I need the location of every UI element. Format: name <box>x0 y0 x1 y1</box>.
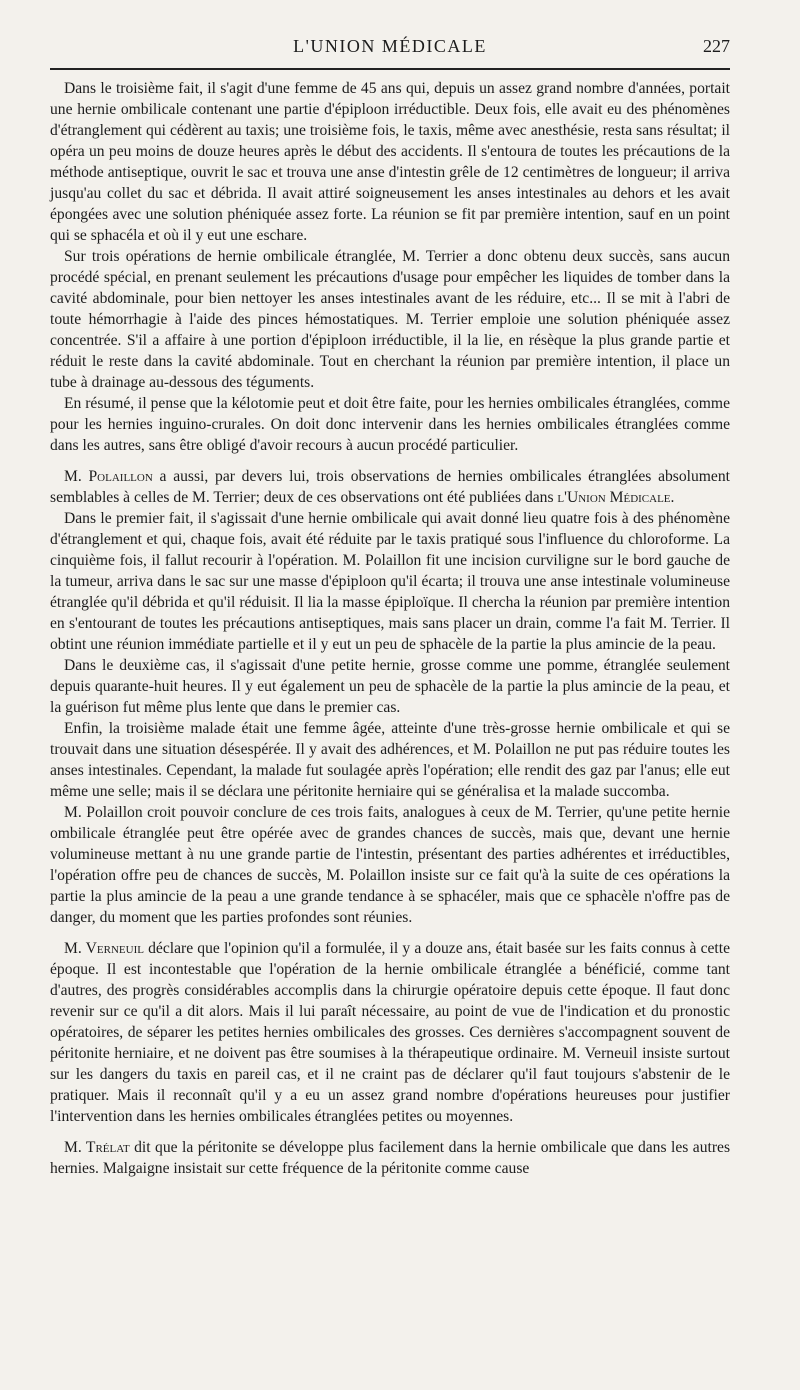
speaker-name: M. Verneuil <box>64 940 144 957</box>
speaker-name: M. Polaillon <box>64 468 153 485</box>
paragraph-text: dit que la péritonite se développe plus facilement dans la hernie ombilicale que dans les autres hernies. Malgaigne insistait sur cette fréquence de la péritonite comme cause <box>50 1139 731 1177</box>
paragraph-polaillon-conclusion: M. Polaillon croit pouvoir conclure de ces trois faits, analogues à ceux de M. Terrier, qu'une petite hernie ombilicale étranglée peut être opérée avec de grandes chances de succès, mais que, devant une hernie volumineuse mettant à nu une grande partie de l'intestin, présentant des parties adhérentes et irréductibles, l'opération offre peu de chances de succès, M. Polaillon insiste sur ce fait qu'à la suite de ces opérations la partie la plus amincie de la peau a une grande tendance à se sphacéler, mais que ce sphacèle n'offre pas de danger, du moment que les parties profondes sont réunies. <box>50 804 730 926</box>
paragraph-first-case: Dans le premier fait, il s'agissait d'une hernie ombilicale qui avait donné lieu quatre fois à des phénomène d'étranglement et qui, chaque fois, avait été réduite par le taxis pratiqué sous l'influence du chloroforme. La cinquième fois, il fallut recourir à l'opération. M. Polaillon fit une incision curviligne sur le bord gauche de la tumeur, arriva dans le sac sur une masse d'épiploon qu'il écarta; il trouva une anse intestinale volumineuse étranglée qu'il débrida et qu'il réduisit. Il lia la masse épiploïque. Il chercha la réunion par première intention en s'entourant de toutes les précautions antiseptiques, mais sans placer un drain, comme l'a fait M. Terrier. Il obtint une réunion immédiate partielle et il y eut un peu de sphacèle de la partie la plus amincie de la peau. <box>50 510 730 653</box>
paragraph-text: a aussi, par devers lui, trois observations de hernies ombilicales étranglées absolument semblables à celles de M. Terrier; deux de ces observations ont été publiées dans <box>50 468 730 506</box>
paragraph-trelat <box>50 1137 730 1179</box>
speaker-name: M. Trélat <box>64 1139 130 1156</box>
paragraph-text: déclare que l'opinion qu'il a formulée, il y a douze ans, était basée sur les faits connus à cette époque. Il est incontestable que l'opération de la hernie ombilicale étranglée a bénéficié, comme tant d'autres, des progrès considérables accomplis dans la chirurgie opératoire depuis cette époque. Il faut donc revenir sur ce qu'il a dit alors. Mais il lui paraît nécessaire, au point de vue de l'indication et du pronostic opératoires, de séparer les petites hernies ombilicales des grosses. Ces dernières s'accompagnent souvent de péritonite herniaire, et ne doivent pas être soumises à la thérapeutique ordinaire. M. Verneuil insiste surtout sur les dangers du taxis en pareil cas, et il ne craint pas de déclarer qu'il faut toujours s'abstenir de le pratiquer. Mais il reconnaît qu'il y a eu un assez grand nombre d'opérations heureuses pour justifier l'intervention dans les hernies ombilicales étranglées petites ou moyennes. <box>50 940 730 1125</box>
running-title: L'UNION MÉDICALE <box>293 36 487 56</box>
paragraph-terrier-summary: Sur trois opérations de hernie ombilicale étranglée, M. Terrier a donc obtenu deux succès, sans aucun procédé spécial, en prenant seulement les précautions d'usage pour empêcher les liquides de tomber dans la cavité abdominale, pour bien nettoyer les anses intestinales avant de les réduire, etc... Il se mit à l'abri de toute hémorrhagie à l'aide des pinces hémostatiques. M. Terrier emploie une solution phéniquée assez concentrée. S'il a affaire à une portion d'épiploon irréductible, il la lie, en résèque la plus grande partie et réduit le reste dans la cavité abdominale. Tout en cherchant la réunion par première intention, il place un tube à drainage au-dessous des téguments. <box>50 248 730 391</box>
paragraph-third-case: Dans le troisième fait, il s'agit d'une femme de 45 ans qui, depuis un assez grand nombre d'années, portait une hernie ombilicale contenant une partie d'épiploon irréductible. Deux fois, elle avait eu des phénomènes d'étranglement qui cédèrent au taxis; une troisième fois, le taxis, même avec anesthésie, resta sans résultat; il opéra un peu moins de douze heures après le début des accidents. Il s'entoura de toutes les précautions de la méthode antiseptique, ouvrit le sac et trouva une anse d'intestin grêle de 12 centimètres de longueur; il arriva jusqu'au collet du sac et débrida. Il avait attiré soigneusement les anses intestinales au dehors et les avait épongées avec une solution phéniquée assez forte. La réunion se fit par première intention, sauf en un point qui se sphacéla et où il y eut une eschare. <box>50 80 730 244</box>
paragraph-verneuil <box>50 938 730 1127</box>
paragraph-second-case: Dans le deuxième cas, il s'agissait d'une petite hernie, grosse comme une pomme, étranglée seulement depuis quarante-huit heures. Il y eut également un peu de sphacèle de la partie la plus amincie de la peau, et la guérison fut même plus lente que dans le premier cas. <box>50 657 730 716</box>
paragraph-conclusion: En résumé, il pense que la kélotomie peut et doit être faite, pour les hernies ombilicales étranglées, comme pour les hernies inguino-crurales. On doit donc intervenir dans les hernies ombilicales étranglées comme dans les autres, sans être obligé d'avoir recours à aucun procédé particulier. <box>50 395 730 454</box>
page-number: 227 <box>703 36 730 56</box>
article-body <box>50 78 730 1179</box>
paragraph-end: . <box>670 489 675 506</box>
paragraph-third-patient: Enfin, la troisième malade était une femme âgée, atteinte d'une très-grosse hernie ombilicale et qui se trouvait dans une situation désespérée. Il y avait des adhérences, et M. Polaillon ne put pas réduire toutes les anses intestinales. Cependant, la malade fut soulagée après l'opération; elle rendit des gaz par l'anus; elle eut même une selle; mais il se déclara une péritonite herniaire qui se généralisa et la malade succomba. <box>50 720 730 800</box>
paragraph-polaillon <box>50 466 730 508</box>
journal-name: l'Union Médicale <box>557 489 671 506</box>
header-rule <box>50 68 730 70</box>
running-head <box>50 30 730 60</box>
